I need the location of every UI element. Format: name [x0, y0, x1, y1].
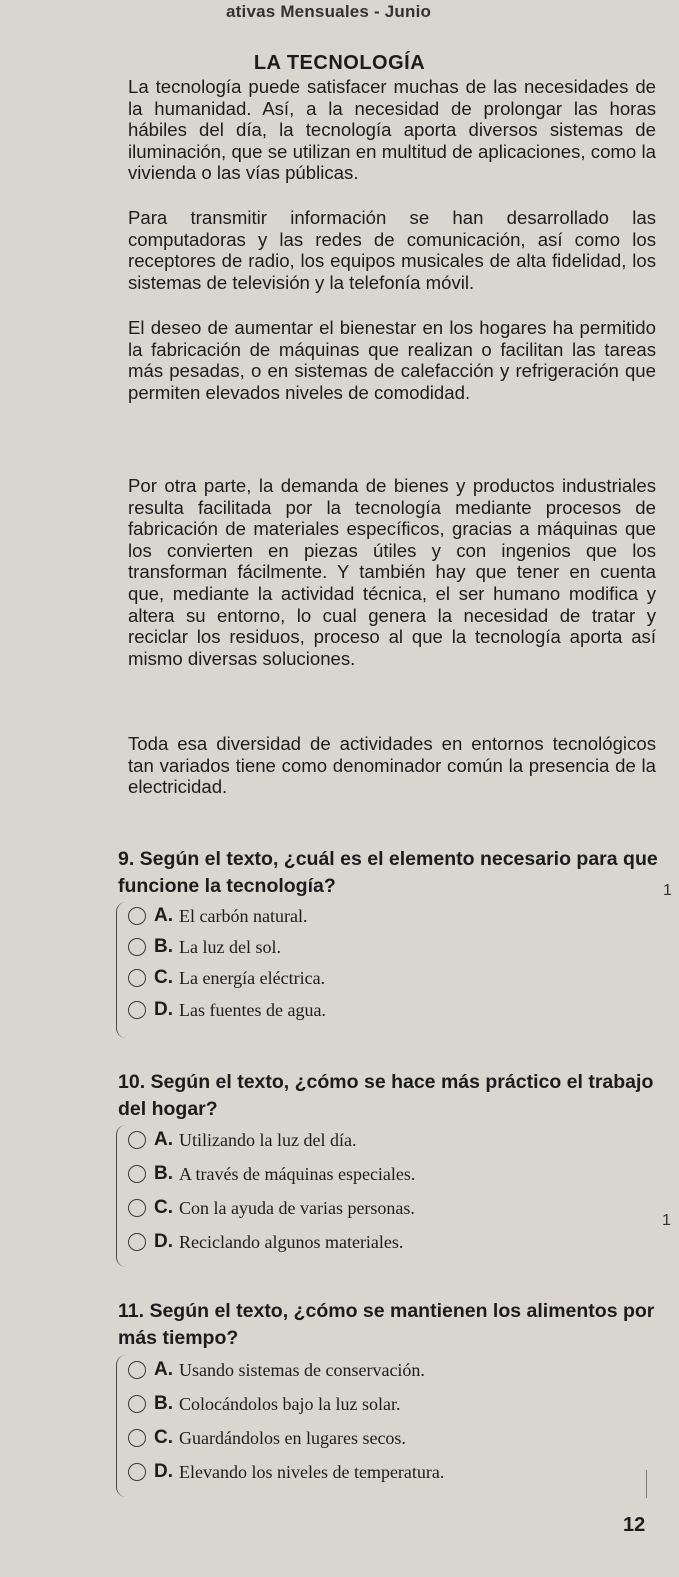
option-10d[interactable]: D. Reciclando algunos materiales.: [128, 1230, 403, 1254]
bracket-line: [116, 1355, 127, 1497]
option-11d[interactable]: D. Elevando los niveles de temperatura.: [128, 1460, 444, 1484]
option-10a[interactable]: A. Utilizando la luz del día.: [128, 1128, 356, 1152]
radio-bubble[interactable]: [128, 1361, 146, 1379]
question-9: 9. Según el texto, ¿cuál es el elemento necesario para que funcione la tecnología?: [118, 848, 658, 897]
radio-bubble[interactable]: [128, 1233, 146, 1251]
option-11c[interactable]: C. Guardándolos en lugares secos.: [128, 1426, 406, 1450]
reading-title: LA TECNOLOGÍA: [253, 52, 426, 74]
radio-bubble[interactable]: [128, 938, 146, 956]
question-11: 11. Según el texto, ¿cómo se mantienen los alimentos por más tiempo?: [118, 1300, 655, 1349]
page-number: 12: [623, 1514, 646, 1536]
margin-rule: [646, 1470, 647, 1498]
radio-bubble[interactable]: [128, 1463, 146, 1481]
option-9c[interactable]: C. La energía eléctrica.: [128, 966, 325, 990]
margin-mark: 1: [662, 1212, 671, 1229]
question-10: 10. Según el texto, ¿cómo se hace más práctico el trabajo del hogar?: [118, 1071, 654, 1120]
paragraph-4: Por otra parte, la demanda de bienes y productos industriales resulta facilitada por la tecnología mediante procesos de fabricación de materiales específicos, gracias a máquinas que los convierten en piezas útiles y con ingenios que los transforman fácilmente. Y también hay que tener en cuenta que, mediante la actividad técnica, el ser humano modifica y altera su entorno, lo cual genera la necesidad de tratar y reciclar los residuos, proceso al que la tecnología aporta así mismo diversas soluciones.: [128, 475, 656, 669]
paragraph-3: El deseo de aumentar el bienestar en los hogares ha permitido la fabricación de máquinas que realizan o facilitan las tareas más pesadas, o en sistemas de calefacción y refrigeración que permiten elevados niveles de comodidad.: [128, 317, 656, 403]
page-header: ativas Mensuales - Junio: [226, 2, 432, 21]
option-11a[interactable]: A. Usando sistemas de conservación.: [128, 1358, 425, 1382]
option-11b[interactable]: B. Colocándolos bajo la luz solar.: [128, 1392, 400, 1416]
paragraph-5: Toda esa diversidad de actividades en entornos tecnológicos tan variados tiene como denominador común la presencia de la electricidad.: [128, 733, 656, 798]
radio-bubble[interactable]: [128, 969, 146, 987]
margin-mark: 1: [663, 882, 672, 899]
option-10c[interactable]: C. Con la ayuda de varias personas.: [128, 1196, 415, 1220]
radio-bubble[interactable]: [128, 1429, 146, 1447]
radio-bubble[interactable]: [128, 1165, 146, 1183]
bracket-line: [116, 1125, 127, 1267]
radio-bubble[interactable]: [128, 1001, 146, 1019]
option-10b[interactable]: B. A través de máquinas especiales.: [128, 1162, 415, 1186]
radio-bubble[interactable]: [128, 1199, 146, 1217]
paragraph-2: Para transmitir información se han desarrollado las computadoras y las redes de comunicación, así como los receptores de radio, los equipos musicales de alta fidelidad, los sistemas de televisión y la telefonía móvil.: [128, 207, 656, 293]
radio-bubble[interactable]: [128, 1131, 146, 1149]
option-9a[interactable]: A. El carbón natural.: [128, 904, 307, 928]
radio-bubble[interactable]: [128, 1395, 146, 1413]
option-9b[interactable]: B. La luz del sol.: [128, 935, 281, 959]
bracket-line: [116, 902, 127, 1038]
radio-bubble[interactable]: [128, 907, 146, 925]
paragraph-1: La tecnología puede satisfacer muchas de las necesidades de la humanidad. Así, a la necesidad de prolongar las horas hábiles del día, la tecnología aporta diversos sistemas de iluminación, que se utilizan en multitud de aplicaciones, como la vivienda o las vías públicas.: [128, 76, 656, 184]
option-9d[interactable]: D. Las fuentes de agua.: [128, 998, 326, 1022]
